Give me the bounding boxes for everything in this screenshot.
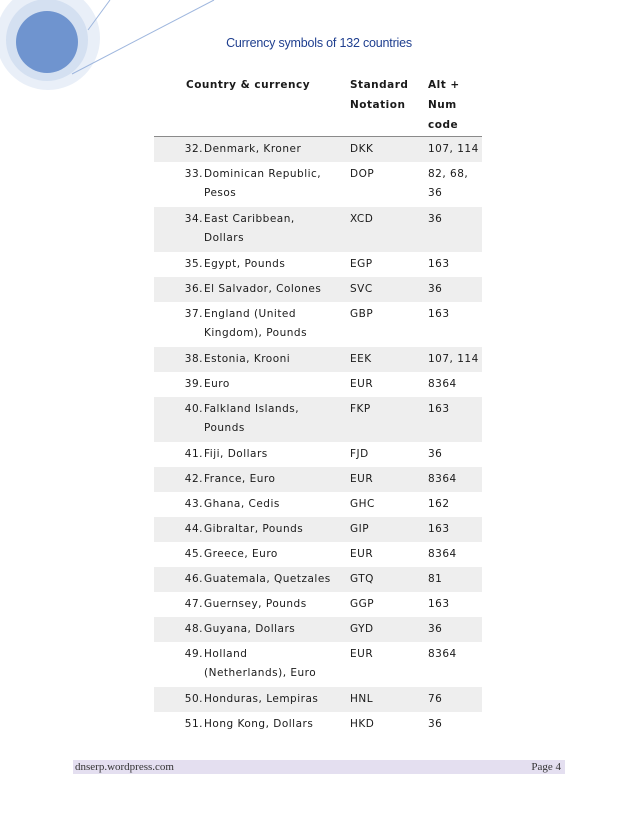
table-row [154, 442, 482, 467]
standard-notation-cell: EUR [350, 473, 374, 485]
table-header [154, 72, 482, 137]
alt-num-code-cell: 36 [428, 718, 443, 730]
standard-notation-cell: DKK [350, 143, 374, 155]
header-country-currency: Country & currency [186, 79, 311, 91]
alt-num-code-cell: 81 [428, 573, 443, 585]
footer-page-number: Page 4 [531, 761, 561, 773]
standard-notation-cell: EUR [350, 648, 374, 660]
table-row [154, 517, 482, 542]
country-currency-cell: Estonia, Krooni [204, 353, 291, 365]
row-number: 38. [184, 353, 203, 365]
table-row [154, 467, 482, 492]
row-number: 49. [184, 648, 203, 660]
alt-num-code-cell: 82, 68, 36 [428, 168, 469, 199]
header-standard-notation: Standard Notation [350, 79, 409, 111]
standard-notation-cell: EEK [350, 353, 372, 365]
country-currency-cell: Dominican Republic, Pesos [204, 168, 322, 199]
table-row [154, 592, 482, 617]
standard-notation-cell: FKP [350, 403, 371, 415]
country-currency-cell: Falkland Islands, Pounds [204, 403, 300, 434]
alt-num-code-cell: 162 [428, 498, 450, 510]
standard-notation-cell: EGP [350, 258, 373, 270]
alt-num-code-cell: 76 [428, 693, 443, 705]
country-currency-cell: Egypt, Pounds [204, 258, 286, 270]
decor-line-2 [88, 0, 110, 30]
row-number: 41. [184, 448, 203, 460]
alt-num-code-cell: 36 [428, 623, 443, 635]
alt-num-code-cell: 107, 114 [428, 143, 479, 155]
row-number: 39. [184, 378, 203, 390]
page-footer [73, 760, 565, 774]
table-row [154, 567, 482, 592]
table-row [154, 137, 482, 162]
alt-num-code-cell: 8364 [428, 548, 457, 560]
row-number: 47. [184, 598, 203, 610]
header-alt-num-code: Alt + Num code [428, 79, 460, 131]
country-currency-cell: Ghana, Cedis [204, 498, 280, 510]
table-row [154, 492, 482, 517]
table-row [154, 712, 482, 737]
alt-num-code-cell: 163 [428, 403, 450, 415]
table-body [154, 137, 482, 737]
table-row [154, 302, 482, 347]
row-number: 45. [184, 548, 203, 560]
standard-notation-cell: DOP [350, 168, 375, 180]
table-row [154, 687, 482, 712]
row-number: 36. [184, 283, 203, 295]
standard-notation-cell: GTQ [350, 573, 374, 585]
table-row [154, 252, 482, 277]
alt-num-code-cell: 163 [428, 258, 450, 270]
document-title: Currency symbols of 132 countries [226, 36, 412, 50]
row-number: 34. [184, 213, 203, 225]
table-row [154, 617, 482, 642]
table-row [154, 347, 482, 372]
footer-site: dnserp.wordpress.com [75, 761, 174, 773]
country-currency-cell: Holland (Netherlands), Euro [204, 648, 317, 679]
standard-notation-cell: GIP [350, 523, 370, 535]
standard-notation-cell: EUR [350, 548, 374, 560]
alt-num-code-cell: 8364 [428, 378, 457, 390]
row-number: 32. [184, 143, 203, 155]
standard-notation-cell: EUR [350, 378, 374, 390]
standard-notation-cell: HNL [350, 693, 374, 705]
table-row [154, 542, 482, 567]
row-number: 44. [184, 523, 203, 535]
row-number: 50. [184, 693, 203, 705]
standard-notation-cell: GYD [350, 623, 374, 635]
country-currency-cell: East Caribbean, Dollars [204, 213, 295, 244]
country-currency-cell: Fiji, Dollars [204, 448, 268, 460]
currency-table [154, 72, 482, 737]
standard-notation-cell: GBP [350, 308, 374, 320]
standard-notation-cell: GGP [350, 598, 375, 610]
country-currency-cell: Greece, Euro [204, 548, 278, 560]
alt-num-code-cell: 8364 [428, 648, 457, 660]
country-currency-cell: England (United Kingdom), Pounds [204, 308, 308, 339]
table-row [154, 207, 482, 252]
row-number: 46. [184, 573, 203, 585]
row-number: 40. [184, 403, 203, 415]
standard-notation-cell: GHC [350, 498, 375, 510]
country-currency-cell: Honduras, Lempiras [204, 693, 319, 705]
country-currency-cell: Hong Kong, Dollars [204, 718, 314, 730]
table-row [154, 397, 482, 442]
alt-num-code-cell: 163 [428, 523, 450, 535]
alt-num-code-cell: 36 [428, 283, 443, 295]
standard-notation-cell: HKD [350, 718, 375, 730]
standard-notation-cell: FJD [350, 448, 369, 460]
table-row [154, 372, 482, 397]
row-number: 42. [184, 473, 203, 485]
country-currency-cell: Guatemala, Quetzales [204, 573, 331, 585]
table-row [154, 277, 482, 302]
row-number: 48. [184, 623, 203, 635]
table-row [154, 642, 482, 687]
row-number: 37. [184, 308, 203, 320]
table-row [154, 162, 482, 207]
country-currency-cell: Guernsey, Pounds [204, 598, 307, 610]
country-currency-cell: Euro [204, 378, 230, 390]
standard-notation-cell: XCD [350, 213, 374, 225]
row-number: 51. [184, 718, 203, 730]
row-number: 33. [184, 168, 203, 180]
alt-num-code-cell: 107, 114 [428, 353, 479, 365]
country-currency-cell: Guyana, Dollars [204, 623, 296, 635]
alt-num-code-cell: 36 [428, 213, 443, 225]
country-currency-cell: Denmark, Kroner [204, 143, 302, 155]
row-number: 35. [184, 258, 203, 270]
alt-num-code-cell: 8364 [428, 473, 457, 485]
standard-notation-cell: SVC [350, 283, 373, 295]
country-currency-cell: France, Euro [204, 473, 276, 485]
alt-num-code-cell: 163 [428, 308, 450, 320]
alt-num-code-cell: 36 [428, 448, 443, 460]
country-currency-cell: El Salvador, Colones [204, 283, 322, 295]
alt-num-code-cell: 163 [428, 598, 450, 610]
country-currency-cell: Gibraltar, Pounds [204, 523, 304, 535]
row-number: 43. [184, 498, 203, 510]
